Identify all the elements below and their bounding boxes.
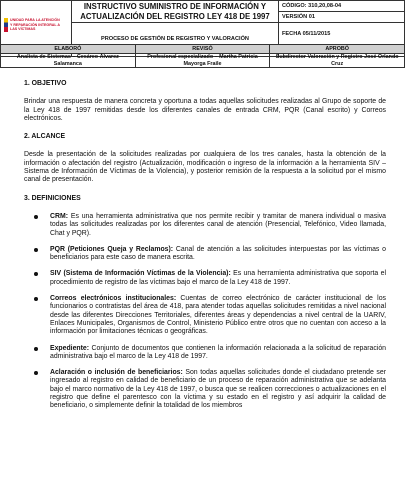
bullet-icon [34, 347, 38, 351]
institution-logo [4, 14, 68, 32]
section-title-alcance: 2. ALCANCE [24, 133, 66, 141]
definition-text: Es una herramienta administrativa que soporta el procedimiento de registro de las víctimas bajo el marco de la Ley 418 de 1997. [50, 270, 386, 286]
bullet-icon [34, 297, 38, 301]
list-item [24, 369, 386, 410]
list-item [24, 295, 386, 336]
reviewed-by: Profesional especializado – Martha Patricia Mayorga Fraile [135, 54, 270, 68]
header-elaboro: ELABORÓ [1, 45, 136, 54]
section-title-objetivo: 1. OBJETIVO [24, 80, 67, 87]
logo-cell [1, 1, 72, 46]
document-version: VERSIÓN 01 [279, 12, 405, 23]
definition-term: Aclaración o inclusión de beneficiarios: [50, 369, 183, 377]
header-aprobo: APROBÓ [270, 45, 405, 54]
definition-term: PQR (Peticiones Queja y Reclamos): [50, 245, 174, 253]
definition-text: Es una herramienta administrativa que nos permite recibir y tramitar de manera individual o masiva todas las solicitudes realizadas por los diferentes canal de atención (Presencial, Telefónico, Video llamada, Chat y PQR). [50, 212, 386, 237]
definition-term: SIV (Sistema de Información Víctimas de la Violencia): [50, 270, 231, 278]
document-date: FECHA 05/11/2015 [279, 23, 405, 46]
list-item [24, 345, 386, 362]
section-text-objetivo: Brindar una respuesta de manera concreta y oportuna a todas aquellas solicitudes realizadas al Grupo de soporte de la Ley 418 de 1997 remitidas desde los diferentes canales de entrada CRM, PQR (Canal escrito) y Correos electrónicos. [24, 98, 386, 122]
definition-text: Conjunto de documentos que contienen la información relacionada a la solicitud de reparación administrativa bajo el marco de la Ley 418 de 1997. [50, 344, 386, 360]
flag-icon [4, 18, 8, 32]
list-item [24, 213, 386, 238]
process-name: PROCESO DE GESTIÓN DE REGISTRO Y VALORACIÓN [72, 23, 279, 57]
definition-term: Expediente: [50, 344, 90, 352]
bullet-icon [34, 215, 38, 219]
list-item [24, 246, 386, 263]
document-title: INSTRUCTIVO SUMINISTRO DE INFORMACIÓN Y ACTUALIZACIÓN DEL REGISTRO LEY 418 DE 1997 [72, 1, 279, 23]
document-body [24, 80, 386, 419]
bullet-icon [34, 371, 38, 375]
definition-text: Cuentas de correo electrónico de carácter institucional de los funcionarios o contratistas del área de 418, para atender todas aquellas solicitudes remitidas a nivel nacional desde las diferentes Direcciones Territoriales, diferentes áreas y dependencias a nivel central de la UARIV, Enlaces Municipales, Organismos de Control, Ministerio Público entre otros que no cuentan con acceso a la información por limitaciones técnicas o geográficas. [50, 295, 386, 336]
bullet-icon [34, 248, 38, 252]
definition-term: Correos electrónicos institucionales: [50, 295, 177, 303]
signature-table [0, 44, 405, 68]
definition-text: Son todas aquellas solicitudes donde el ciudadano pretende ser ingresado al registro en calidad de beneficiario de un proceso de reparación administrativa que se adelanta bajo el marco normativo de la Ley 418 de 1997, o busca que se realicen correcciones o actualizaciones en el registro que define el parentesco con la víctima y su estado en el registro y así adquirir la calidad de beneficiario, o simplemente definir la totalidad de los miembros [50, 369, 386, 410]
logo-text: UNIDAD PARA LA ATENCIÓN Y REPARACIÓN INTEGRAL A LAS VÍCTIMAS [10, 18, 60, 31]
section-text-alcance: Desde la presentación de la solicitudes realizadas por cualquiera de los tres canales, hasta la obtención de la información o afectación del registro (Actualización, modificación o ingreso de la información a la herramienta SIV – Sistema de Información de Víctimas de la Violencia), y posterior remisión de la respuesta a la solicitud por el mismo canal de presentación. [24, 151, 386, 184]
definition-term: CRM: [50, 212, 68, 220]
header-reviso: REVISÓ [135, 45, 270, 54]
list-item [24, 270, 386, 287]
definition-text: Canal de atención a las solicitudes interpuestas por las víctimas o beneficiarios para este caso de manera escrita. [50, 245, 387, 262]
definitions-list [24, 213, 386, 411]
elaborated-by: Analista de Sistemas – Cesáreo Álvarez Salamanca [1, 54, 136, 68]
approved-by: Subdirector Valoración y Registro José Orlando Cruz [270, 54, 405, 68]
document-code: CÓDIGO: 310,20,08-04 [279, 1, 405, 12]
bullet-icon [34, 272, 38, 276]
section-title-definiciones: 3. DEFINICIONES [24, 194, 81, 202]
